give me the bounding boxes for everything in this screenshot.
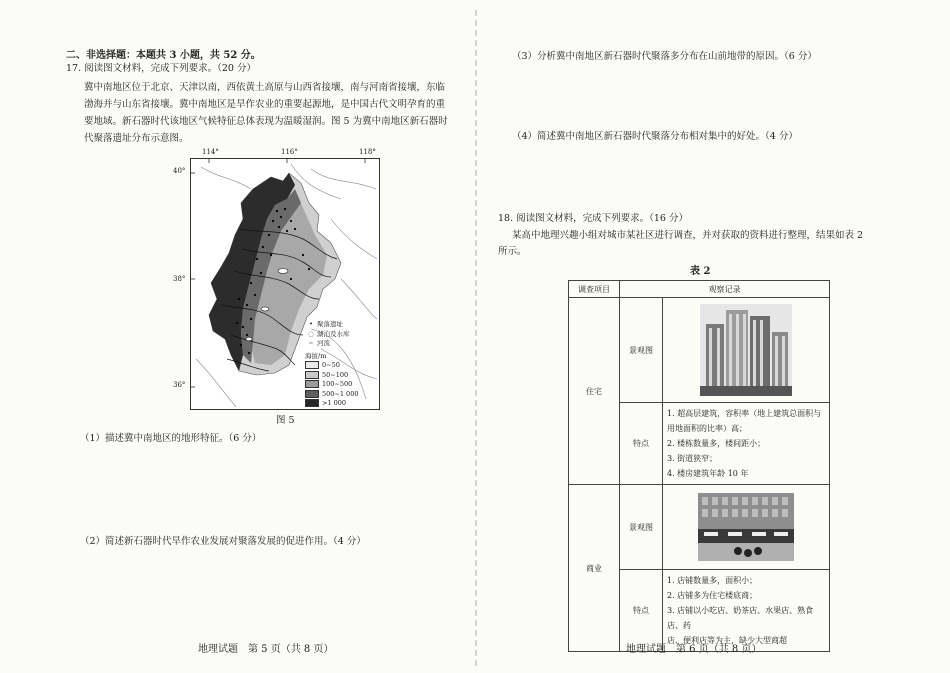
legend-lake-label: 湖泊及水库 xyxy=(317,329,350,338)
commercial-feature-line: 2. 店铺多为住宅楼底商； xyxy=(667,591,758,600)
residential-scene-cell xyxy=(663,298,830,403)
header-survey-item: 调查项目 xyxy=(569,281,620,298)
q17-material-line-4: 代聚落遗址分布示意图。 xyxy=(84,133,189,144)
table-2-title: 表 2 xyxy=(690,266,711,277)
legend-class-3-label: 100~500 xyxy=(322,380,353,388)
figure-5-caption: 图 5 xyxy=(276,415,295,426)
legend-class-4 xyxy=(305,390,375,400)
legend-lake: ◌ 湖泊及水库 xyxy=(308,329,350,338)
commercial-feature-line: 3. 店铺以小吃店、奶茶店、水果店、熟食店、药 xyxy=(667,606,814,630)
legend-class-3 xyxy=(305,380,375,390)
commercial-feature-line: 店、便利店等为主，缺少大型商超 xyxy=(667,636,787,645)
lon-tick-114: 114° xyxy=(202,148,219,156)
residential-highrise-photo xyxy=(700,304,792,396)
question-17-sub-4: （4）简述冀中南地区新石器时代聚落分布相对集中的好处。（4 分） xyxy=(512,131,798,142)
question-17-sub-3: （3）分析冀中南地区新石器时代聚落多分布在山前地带的原因。（6 分） xyxy=(512,51,817,62)
lat-tick-38: 38° xyxy=(173,275,186,283)
lat-tick-40: 40° xyxy=(173,167,186,175)
legend-class-2 xyxy=(305,371,375,381)
residential-features-list xyxy=(663,403,830,485)
commercial-scene-cell xyxy=(663,485,830,570)
commercial-street-photo xyxy=(698,493,794,561)
residential-scene-label: 景观图 xyxy=(620,298,663,403)
question-17-heading: 17. 阅读图文材料，完成下列要求。（20 分） xyxy=(66,63,256,74)
legend-class-2-label: 50~100 xyxy=(322,370,349,379)
category-residential: 住宅 xyxy=(569,298,620,485)
legend-elevation-title: 海拔/m xyxy=(305,351,327,360)
question-18-heading: 18. 阅读图文材料，完成下列要求。（16 分） xyxy=(498,213,688,224)
map-legend xyxy=(305,320,375,409)
lat-tick-36: 36° xyxy=(173,381,186,389)
commercial-features-label: 特点 xyxy=(620,570,663,652)
page-footer-left: 地理试题 第 5 页（共 8 页） xyxy=(198,644,334,655)
survey-table xyxy=(568,280,830,652)
q18-material-line-2: 所示。 xyxy=(498,246,527,257)
commercial-feature-line: 1. 店铺数量多，面积小； xyxy=(667,576,758,585)
commercial-scene-label: 景观图 xyxy=(620,485,663,570)
legend-class-1-label: 0~50 xyxy=(322,361,340,369)
legend-class-4-label: 500~1 000 xyxy=(322,389,359,398)
page-footer-right: 地理试题 第 6 页（共 8 页） xyxy=(626,644,762,655)
page-divider xyxy=(475,0,477,673)
residential-feature-line: 1. 超高层建筑，容积率（地上建筑总面积与 xyxy=(667,409,822,418)
q17-material-line-1: 冀中南地区位于北京、天津以南，西依黄土高原与山西省接壤，南与河南省接壤，东临 xyxy=(84,82,446,93)
residential-feature-line: 2. 楼栋数量多，楼间距小； xyxy=(667,439,766,448)
category-commercial: 商业 xyxy=(569,485,620,652)
residential-feature-line: 4. 楼房建筑年龄 10 年 xyxy=(667,469,749,478)
table-row-residential-scene xyxy=(569,298,830,403)
legend-class-1 xyxy=(305,361,375,371)
legend-class-5-label: >1 000 xyxy=(322,399,347,407)
q17-material-line-3: 要地域。新石器时代该地区气候特征总体表现为温暖湿润。图 5 为冀中南地区新石器时 xyxy=(84,116,448,127)
question-17-sub-2: （2）简述新石器时代旱作农业发展对聚落发展的促进作用。（4 分） xyxy=(80,536,366,547)
legend-class-5 xyxy=(305,399,375,409)
section-heading: 二、非选择题：本题共 3 小题，共 52 分。 xyxy=(66,50,261,61)
question-17-sub-1: （1）描述冀中南地区的地形特征。（6 分） xyxy=(80,433,262,444)
table-row-commercial-scene xyxy=(569,485,830,570)
residential-feature-line: 用地面积的比率）高； xyxy=(667,424,747,433)
legend-settlement-label: 聚落遗址 xyxy=(317,320,343,328)
legend-river: ∽ 河流 xyxy=(308,339,330,347)
legend-river-label: 河流 xyxy=(317,339,330,347)
lon-tick-116: 116° xyxy=(281,148,298,156)
residential-features-label: 特点 xyxy=(620,403,663,485)
header-observation-record: 观察记录 xyxy=(620,281,830,298)
q17-material-line-2: 渤海并与山东省接壤。冀中南地区是旱作农业的重要起源地，是中国古代文明孕育的重 xyxy=(84,99,446,110)
legend-settlement: • 聚落遗址 xyxy=(309,320,343,328)
residential-feature-line: 3. 街道狭窄； xyxy=(667,454,718,463)
lon-tick-118: 118° xyxy=(359,148,376,156)
q18-material-line-1: 某高中地理兴趣小组对城市某社区进行调查，并对获取的资料进行整理，结果如表 2 xyxy=(512,230,864,241)
table-header-row xyxy=(569,281,830,298)
